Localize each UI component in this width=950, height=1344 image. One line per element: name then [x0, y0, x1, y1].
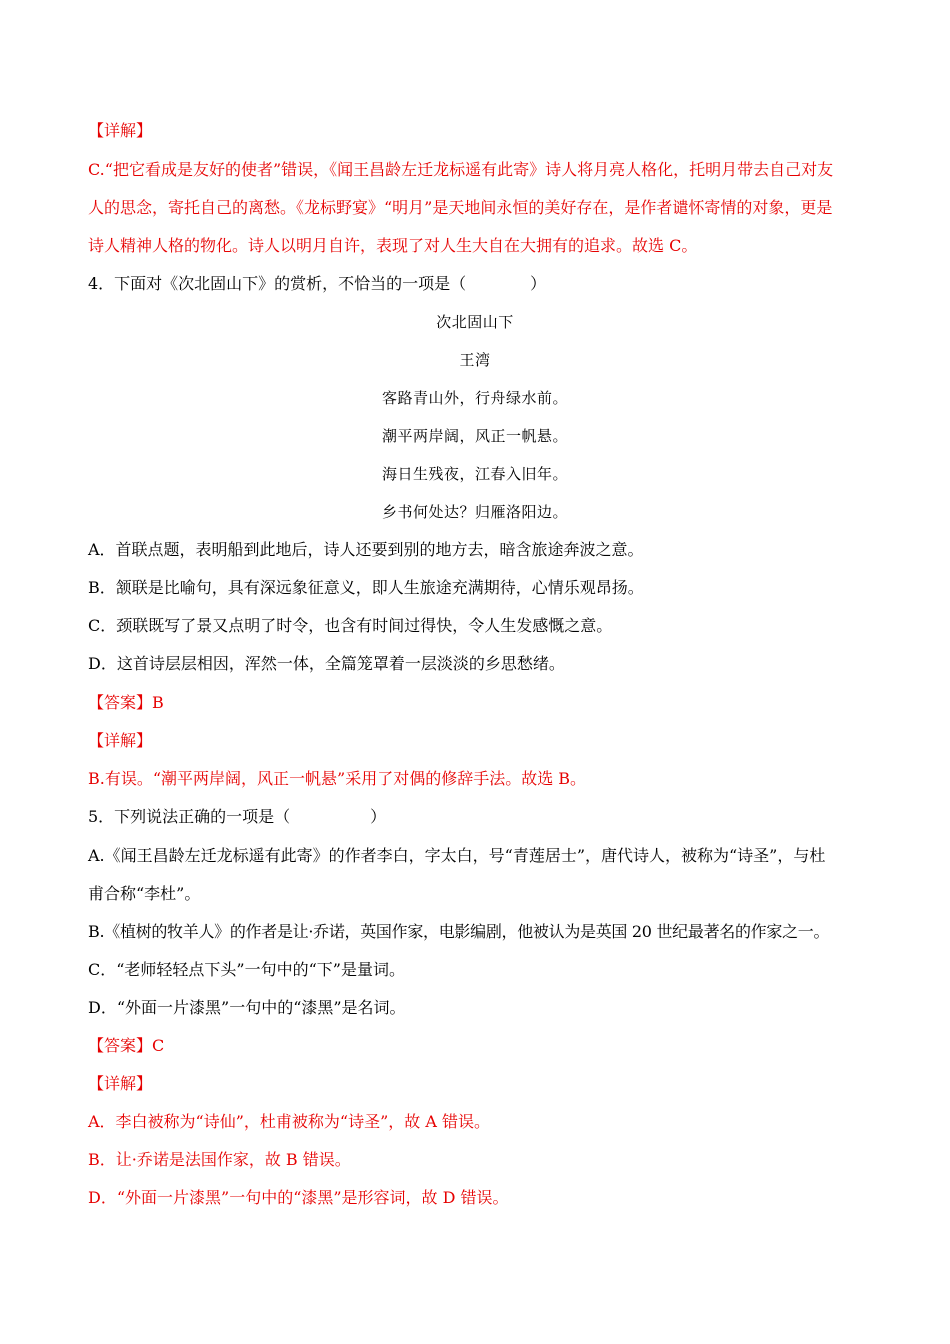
answer-label: 【答案】C [88, 1036, 165, 1055]
detail-label: 【详解】 [88, 1074, 153, 1093]
answer-label: 【答案】B [88, 693, 164, 712]
poem-line: 海日生残夜，江春入旧年。 [381, 465, 568, 483]
detail-line: C.“把它看成是友好的使者”错误，《闻王昌龄左迁龙标遥有此寄》诗人将月亮人格化，托明月带去自己对友 [88, 160, 834, 179]
question-4-stem: 4．下面对《次北固山下》的赏析，不恰当的一项是（ ） [88, 274, 547, 293]
detail-line: B．让·乔诺是法国作家，故 B 错误。 [88, 1150, 351, 1169]
option-a-continued: 甫合称“李杜”。 [88, 884, 201, 903]
detail-label: 【详解】 [88, 731, 153, 750]
poem-line: 潮平两岸阔，风正一帆悬。 [381, 427, 568, 445]
option-b: B．颔联是比喻句，具有深远象征意义，即人生旅途充满期待，心情乐观昂扬。 [88, 578, 644, 597]
detail-label: 【详解】 [88, 121, 153, 140]
option-d: D．这首诗层层相因，浑然一体，全篇笼罩着一层淡淡的乡思愁绪。 [88, 654, 565, 673]
detail-line: 诗人精神人格的物化。诗人以明月自许，表现了对人生大自在大拥有的追求。故选 C。 [88, 236, 698, 255]
detail-line: D．“外面一片漆黑”一句中的“漆黑”是形容词，故 D 错误。 [88, 1188, 509, 1207]
poem-author: 王湾 [459, 351, 491, 369]
poem-line: 乡书何处达？归雁洛阳边。 [381, 503, 568, 521]
option-b: B.《植树的牧羊人》的作者是让·乔诺，英国作家，电影编剧，他被认为是英国 20 世纪最著名的作家之一。 [88, 922, 830, 941]
detail-line: B.有误。“潮平两岸阔，风正一帆悬”采用了对偶的修辞手法。故选 B。 [88, 769, 587, 788]
poem-title: 次北固山下 [436, 313, 514, 331]
option-d: D．“外面一片漆黑”一句中的“漆黑”是名词。 [88, 998, 406, 1017]
option-a: A.《闻王昌龄左迁龙标遥有此寄》的作者李白，字太白，号“青莲居士”，唐代诗人，被称为“诗圣”，与杜 [88, 846, 826, 865]
option-c: C．“老师轻轻点下头”一句中的“下”是量词。 [88, 960, 405, 979]
question-5-stem: 5．下列说法正确的一项是（ ） [88, 807, 387, 826]
option-c: C．颈联既写了景又点明了时令，也含有时间过得快，令人生发感慨之意。 [88, 616, 613, 635]
detail-line: 人的思念，寄托自己的离愁。《龙标野宴》“明月”是天地间永恒的美好存在，是作者谴怀寄情的对象，更是 [88, 198, 833, 217]
poem-line: 客路青山外，行舟绿水前。 [381, 389, 568, 407]
detail-line: A．李白被称为“诗仙”，杜甫被称为“诗圣”，故 A 错误。 [88, 1112, 491, 1131]
option-a: A．首联点题，表明船到此地后，诗人还要到别的地方去，暗含旅途奔波之意。 [88, 540, 644, 559]
